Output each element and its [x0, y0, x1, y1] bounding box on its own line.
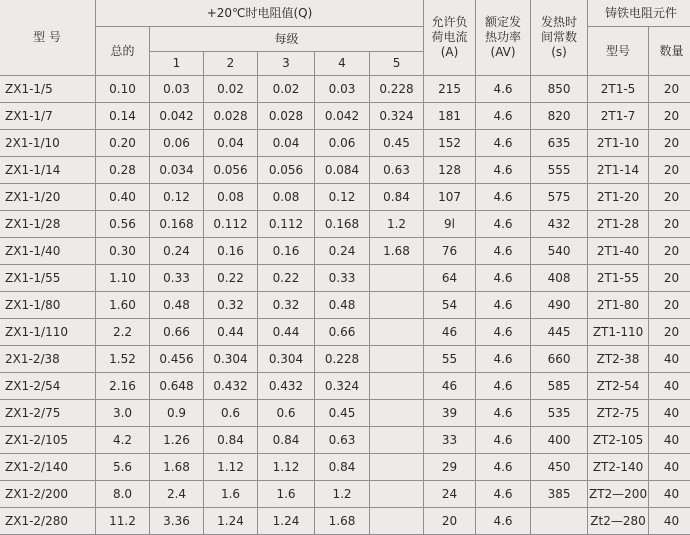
- cell-model: ZX1-1/5: [0, 76, 96, 103]
- cell-stage-5: [370, 373, 424, 400]
- cell-stage-2: 0.056: [204, 157, 258, 184]
- cell-total: 1.52: [96, 346, 150, 373]
- cell-stage-4: 0.66: [315, 319, 370, 346]
- cell-stage-5: [370, 265, 424, 292]
- header-cast-iron-group: 铸铁电阻元件: [588, 0, 690, 27]
- cell-ci-qty: 20: [649, 76, 690, 103]
- cell-allow-current: 24: [424, 481, 476, 508]
- table-row: [0, 184, 690, 211]
- cell-rated-power: 4.6: [476, 481, 531, 508]
- cell-heat-time: 408: [531, 265, 588, 292]
- table-row: [0, 508, 690, 535]
- cell-stage-3: 0.32: [258, 292, 315, 319]
- cell-total: 11.2: [96, 508, 150, 535]
- cell-stage-4: 0.06: [315, 130, 370, 157]
- header-model: 型 号: [0, 0, 96, 76]
- cell-stage-1: 1.26: [150, 427, 204, 454]
- cell-model: ZX1-1/20: [0, 184, 96, 211]
- cell-stage-4: 0.84: [315, 454, 370, 481]
- cell-ci-qty: 40: [649, 508, 690, 535]
- cell-heat-time: 535: [531, 400, 588, 427]
- cell-stage-5: 0.63: [370, 157, 424, 184]
- cell-stage-3: 1.6: [258, 481, 315, 508]
- cell-ci-model: 2T1-10: [588, 130, 649, 157]
- cell-total: 0.28: [96, 157, 150, 184]
- table-row: [0, 481, 690, 508]
- cell-heat-time: 450: [531, 454, 588, 481]
- cell-stage-1: 0.034: [150, 157, 204, 184]
- cell-ci-model: 2T1-55: [588, 265, 649, 292]
- cell-stage-2: 0.112: [204, 211, 258, 238]
- cell-total: 4.2: [96, 427, 150, 454]
- cell-stage-2: 0.028: [204, 103, 258, 130]
- cell-ci-qty: 20: [649, 130, 690, 157]
- cell-stage-3: 1.24: [258, 508, 315, 535]
- cell-stage-1: 0.06: [150, 130, 204, 157]
- cell-ci-model: ZT2-75: [588, 400, 649, 427]
- cell-stage-2: 1.6: [204, 481, 258, 508]
- cell-stage-3: 0.22: [258, 265, 315, 292]
- cell-stage-3: 0.02: [258, 76, 315, 103]
- cell-stage-5: 1.68: [370, 238, 424, 265]
- table-row: [0, 346, 690, 373]
- cell-stage-3: 0.84: [258, 427, 315, 454]
- cell-model: ZX1-2/54: [0, 373, 96, 400]
- table-header: [0, 0, 690, 76]
- cell-allow-current: 54: [424, 292, 476, 319]
- cell-stage-5: [370, 319, 424, 346]
- header-heat-time: 发热时 间常数 (s): [531, 0, 588, 76]
- cell-ci-model: 2T1-7: [588, 103, 649, 130]
- cell-model: ZX1-1/14: [0, 157, 96, 184]
- cell-heat-time: 660: [531, 346, 588, 373]
- cell-rated-power: 4.6: [476, 454, 531, 481]
- cell-stage-5: [370, 427, 424, 454]
- cell-model: ZX1-1/7: [0, 103, 96, 130]
- cell-heat-time: 400: [531, 427, 588, 454]
- cell-ci-qty: 20: [649, 103, 690, 130]
- header-stage-2: 2: [204, 52, 258, 76]
- cell-stage-1: 0.48: [150, 292, 204, 319]
- cell-total: 0.10: [96, 76, 150, 103]
- cell-stage-2: 0.304: [204, 346, 258, 373]
- cell-ci-model: ZT2—200: [588, 481, 649, 508]
- table-row: [0, 454, 690, 481]
- cell-allow-current: 152: [424, 130, 476, 157]
- cell-stage-4: 0.03: [315, 76, 370, 103]
- cell-stage-4: 0.63: [315, 427, 370, 454]
- cell-stage-1: 1.68: [150, 454, 204, 481]
- cell-allow-current: 29: [424, 454, 476, 481]
- cell-model: ZX1-2/105: [0, 427, 96, 454]
- cell-model: ZX1-2/280: [0, 508, 96, 535]
- header-resistance-group: +20℃时电阻值(Q): [96, 0, 424, 27]
- cell-model: ZX1-1/80: [0, 292, 96, 319]
- cell-stage-1: 0.648: [150, 373, 204, 400]
- cell-stage-4: 0.324: [315, 373, 370, 400]
- cell-stage-5: [370, 346, 424, 373]
- cell-total: 3.0: [96, 400, 150, 427]
- cell-total: 8.0: [96, 481, 150, 508]
- header-ci-qty: 数量: [649, 27, 690, 76]
- cell-heat-time: 555: [531, 157, 588, 184]
- cell-stage-3: 0.08: [258, 184, 315, 211]
- cell-allow-current: 9l: [424, 211, 476, 238]
- cell-stage-2: 0.16: [204, 238, 258, 265]
- cell-ci-model: Zt2—280: [588, 508, 649, 535]
- cell-stage-1: 0.12: [150, 184, 204, 211]
- cell-model: ZX1-2/140: [0, 454, 96, 481]
- cell-stage-4: 0.24: [315, 238, 370, 265]
- cell-stage-4: 0.33: [315, 265, 370, 292]
- header-stage-5: 5: [370, 52, 424, 76]
- cell-stage-5: [370, 292, 424, 319]
- cell-heat-time: 585: [531, 373, 588, 400]
- cell-total: 0.56: [96, 211, 150, 238]
- table-row: [0, 427, 690, 454]
- cell-stage-4: 0.228: [315, 346, 370, 373]
- cell-rated-power: 4.6: [476, 265, 531, 292]
- cell-ci-qty: 20: [649, 265, 690, 292]
- cell-total: 0.40: [96, 184, 150, 211]
- cell-stage-1: 0.042: [150, 103, 204, 130]
- cell-allow-current: 20: [424, 508, 476, 535]
- cell-ci-model: 2T1-28: [588, 211, 649, 238]
- cell-stage-2: 1.12: [204, 454, 258, 481]
- header-allow-current: 允许负 荷电流 (A): [424, 0, 476, 76]
- cell-stage-5: 1.2: [370, 211, 424, 238]
- cell-stage-5: 0.45: [370, 130, 424, 157]
- cell-total: 2.16: [96, 373, 150, 400]
- cell-total: 0.14: [96, 103, 150, 130]
- cell-rated-power: 4.6: [476, 238, 531, 265]
- header-stage-3: 3: [258, 52, 315, 76]
- header-total: 总的: [96, 27, 150, 76]
- cell-total: 2.2: [96, 319, 150, 346]
- table-body: [0, 76, 690, 535]
- cell-allow-current: 33: [424, 427, 476, 454]
- cell-ci-model: ZT2-38: [588, 346, 649, 373]
- cell-model: ZX1-1/40: [0, 238, 96, 265]
- cell-model: ZX1-1/28: [0, 211, 96, 238]
- cell-stage-2: 0.84: [204, 427, 258, 454]
- cell-ci-qty: 20: [649, 238, 690, 265]
- cell-rated-power: 4.6: [476, 157, 531, 184]
- cell-model: ZX1-1/55: [0, 265, 96, 292]
- cell-total: 5.6: [96, 454, 150, 481]
- cell-stage-1: 0.33: [150, 265, 204, 292]
- table-row: [0, 211, 690, 238]
- cell-stage-2: 0.6: [204, 400, 258, 427]
- cell-heat-time: 445: [531, 319, 588, 346]
- table-row: [0, 103, 690, 130]
- cell-stage-3: 0.112: [258, 211, 315, 238]
- cell-stage-2: 1.24: [204, 508, 258, 535]
- cell-ci-qty: 40: [649, 427, 690, 454]
- cell-stage-2: 0.32: [204, 292, 258, 319]
- cell-ci-qty: 20: [649, 211, 690, 238]
- cell-heat-time: 490: [531, 292, 588, 319]
- cell-stage-3: 0.04: [258, 130, 315, 157]
- cell-stage-2: 0.432: [204, 373, 258, 400]
- cell-stage-4: 1.68: [315, 508, 370, 535]
- cell-rated-power: 4.6: [476, 103, 531, 130]
- header-per-stage: 每级: [150, 27, 424, 52]
- header-stage-4: 4: [315, 52, 370, 76]
- table-row: [0, 400, 690, 427]
- cell-stage-4: 0.12: [315, 184, 370, 211]
- cell-stage-3: 0.44: [258, 319, 315, 346]
- header-rated-power: 额定发 热功率 (AV): [476, 0, 531, 76]
- cell-ci-model: 2T1-5: [588, 76, 649, 103]
- cell-rated-power: 4.6: [476, 130, 531, 157]
- cell-rated-power: 4.6: [476, 346, 531, 373]
- cell-rated-power: 4.6: [476, 211, 531, 238]
- cell-heat-time: 575: [531, 184, 588, 211]
- cell-rated-power: 4.6: [476, 76, 531, 103]
- cell-allow-current: 128: [424, 157, 476, 184]
- cell-ci-qty: 20: [649, 292, 690, 319]
- cell-allow-current: 107: [424, 184, 476, 211]
- cell-rated-power: 4.6: [476, 400, 531, 427]
- table-row: [0, 238, 690, 265]
- cell-ci-model: ZT1-110: [588, 319, 649, 346]
- cell-ci-model: ZT2-140: [588, 454, 649, 481]
- cell-model: ZX1-1/110: [0, 319, 96, 346]
- cell-stage-3: 0.6: [258, 400, 315, 427]
- cell-rated-power: 4.6: [476, 292, 531, 319]
- cell-stage-2: 0.22: [204, 265, 258, 292]
- header-ci-model: 型号: [588, 27, 649, 76]
- cell-ci-model: 2T1-20: [588, 184, 649, 211]
- cell-allow-current: 76: [424, 238, 476, 265]
- cell-stage-2: 0.02: [204, 76, 258, 103]
- cell-ci-qty: 20: [649, 157, 690, 184]
- cell-stage-1: 0.168: [150, 211, 204, 238]
- cell-total: 1.60: [96, 292, 150, 319]
- cell-model: ZX1-2/200: [0, 481, 96, 508]
- cell-stage-3: 0.056: [258, 157, 315, 184]
- cell-allow-current: 64: [424, 265, 476, 292]
- cell-stage-5: [370, 481, 424, 508]
- cell-ci-model: ZT2-54: [588, 373, 649, 400]
- cell-rated-power: 4.6: [476, 319, 531, 346]
- cell-stage-5: [370, 400, 424, 427]
- cell-stage-1: 0.66: [150, 319, 204, 346]
- cell-stage-4: 0.45: [315, 400, 370, 427]
- header-stage-1: 1: [150, 52, 204, 76]
- cell-stage-1: 0.9: [150, 400, 204, 427]
- cell-stage-1: 0.24: [150, 238, 204, 265]
- cell-stage-4: 0.084: [315, 157, 370, 184]
- cell-allow-current: 215: [424, 76, 476, 103]
- cell-stage-1: 2.4: [150, 481, 204, 508]
- table-row: [0, 292, 690, 319]
- cell-stage-3: 0.432: [258, 373, 315, 400]
- cell-rated-power: 4.6: [476, 184, 531, 211]
- cell-stage-5: 0.228: [370, 76, 424, 103]
- cell-stage-5: [370, 454, 424, 481]
- cell-total: 1.10: [96, 265, 150, 292]
- cell-ci-model: 2T1-14: [588, 157, 649, 184]
- cell-stage-4: 0.168: [315, 211, 370, 238]
- cell-total: 0.30: [96, 238, 150, 265]
- cell-stage-5: 0.324: [370, 103, 424, 130]
- table-row: [0, 76, 690, 103]
- cell-stage-1: 3.36: [150, 508, 204, 535]
- cell-stage-4: 0.042: [315, 103, 370, 130]
- cell-stage-3: 0.028: [258, 103, 315, 130]
- cell-heat-time: 850: [531, 76, 588, 103]
- cell-ci-qty: 20: [649, 319, 690, 346]
- cell-heat-time: 385: [531, 481, 588, 508]
- cell-ci-qty: 20: [649, 184, 690, 211]
- table-row: [0, 373, 690, 400]
- cell-allow-current: 46: [424, 373, 476, 400]
- cell-ci-qty: 40: [649, 346, 690, 373]
- cell-stage-1: 0.456: [150, 346, 204, 373]
- cell-stage-4: 0.48: [315, 292, 370, 319]
- cell-ci-qty: 40: [649, 481, 690, 508]
- cell-ci-model: 2T1-80: [588, 292, 649, 319]
- cell-ci-qty: 40: [649, 454, 690, 481]
- cell-stage-4: 1.2: [315, 481, 370, 508]
- cell-heat-time: [531, 508, 588, 535]
- cell-ci-model: 2T1-40: [588, 238, 649, 265]
- cell-rated-power: 4.6: [476, 427, 531, 454]
- cell-stage-5: 0.84: [370, 184, 424, 211]
- cell-stage-2: 0.44: [204, 319, 258, 346]
- cell-stage-2: 0.04: [204, 130, 258, 157]
- cell-stage-3: 1.12: [258, 454, 315, 481]
- cell-heat-time: 635: [531, 130, 588, 157]
- cell-stage-5: [370, 508, 424, 535]
- cell-rated-power: 4.6: [476, 373, 531, 400]
- cell-ci-qty: 40: [649, 400, 690, 427]
- cell-stage-3: 0.304: [258, 346, 315, 373]
- cell-rated-power: 4.6: [476, 508, 531, 535]
- cell-stage-3: 0.16: [258, 238, 315, 265]
- cell-allow-current: 46: [424, 319, 476, 346]
- cell-stage-2: 0.08: [204, 184, 258, 211]
- cell-total: 0.20: [96, 130, 150, 157]
- table-row: [0, 157, 690, 184]
- cell-stage-1: 0.03: [150, 76, 204, 103]
- cell-allow-current: 181: [424, 103, 476, 130]
- table-row: [0, 319, 690, 346]
- cell-model: 2X1-1/10: [0, 130, 96, 157]
- cell-allow-current: 55: [424, 346, 476, 373]
- table-row: [0, 130, 690, 157]
- cell-model: 2X1-2/38: [0, 346, 96, 373]
- table-row: [0, 265, 690, 292]
- cell-heat-time: 540: [531, 238, 588, 265]
- cell-ci-model: ZT2-105: [588, 427, 649, 454]
- cell-heat-time: 432: [531, 211, 588, 238]
- cell-model: ZX1-2/75: [0, 400, 96, 427]
- cell-ci-qty: 40: [649, 373, 690, 400]
- cell-allow-current: 39: [424, 400, 476, 427]
- cell-heat-time: 820: [531, 103, 588, 130]
